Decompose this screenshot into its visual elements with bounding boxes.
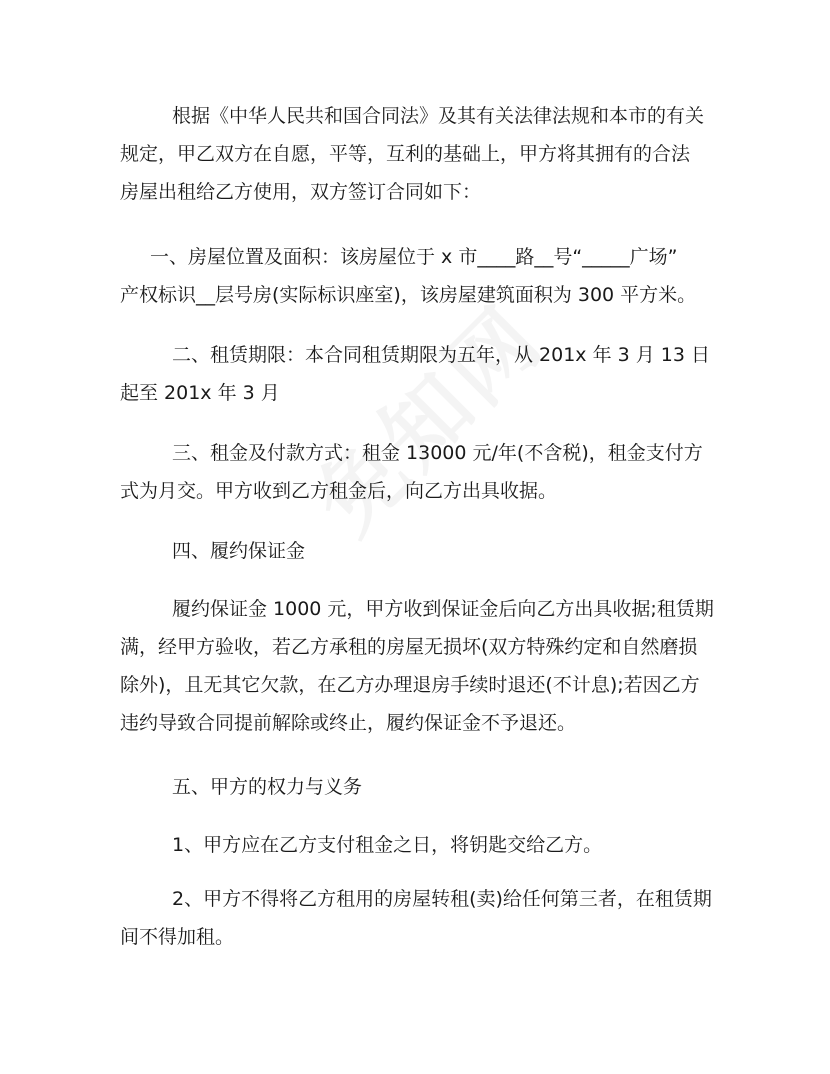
text-line: 规定，甲乙双方在自愿，平等，互利的基础上，甲方将其拥有的合法	[120, 143, 691, 165]
text-line: 间不得加租。	[120, 926, 235, 948]
text-line: 产权标识__层号房(实际标识座室)，该房屋建筑面积为 300 平方米。	[120, 284, 697, 306]
paragraph-clause-2	[120, 336, 720, 412]
text-line: 房屋出租给乙方使用，双方签订合同如下：	[120, 181, 482, 203]
paragraph-clause-3	[120, 434, 720, 510]
paragraph-intro	[120, 97, 720, 211]
text-line: 1、甲方应在乙方支付租金之日，将钥匙交给乙方。	[172, 834, 603, 856]
paragraph-clause-5-1	[120, 826, 720, 864]
text-line: 二、租赁期限：本合同租赁期限为五年，从 201x 年 3 月 13 日	[172, 344, 711, 366]
heading-clause-5	[120, 768, 720, 806]
text-line: 根据《中华人民共和国合同法》及其有关法律法规和本市的有关	[172, 105, 705, 127]
text-line: 满，经甲方验收，若乙方承租的房屋无损坏(双方特殊约定和自然磨损	[120, 636, 698, 658]
text-line: 除外)，且无其它欠款，在乙方办理退房手续时退还(不计息);若因乙方	[120, 674, 700, 696]
paragraph-clause-4	[120, 590, 720, 742]
text-line: 履约保证金 1000 元，甲方收到保证金后向乙方出具收据;租赁期	[172, 598, 714, 620]
paragraph-clause-5-2	[120, 880, 720, 956]
text-line: 一、房屋位置及面积：该房屋位于 x 市____路__号“_____广场”	[150, 246, 678, 268]
text-line: 式为月交。甲方收到乙方租金后，向乙方出具收据。	[120, 480, 558, 502]
heading-clause-4	[120, 532, 720, 570]
paragraph-clause-1	[120, 238, 730, 314]
text-line: 五、甲方的权力与义务	[172, 776, 363, 798]
text-line: 四、履约保证金	[172, 540, 306, 562]
text-line: 2、甲方不得将乙方租用的房屋转租(卖)给任何第三者，在租赁期	[172, 888, 712, 910]
text-line: 违约导致合同提前解除或终止，履约保证金不予退还。	[120, 712, 577, 734]
text-line: 三、租金及付款方式：租金 13000 元/年(不含税)，租金支付方	[172, 442, 703, 464]
text-line: 起至 201x 年 3 月	[120, 382, 280, 404]
